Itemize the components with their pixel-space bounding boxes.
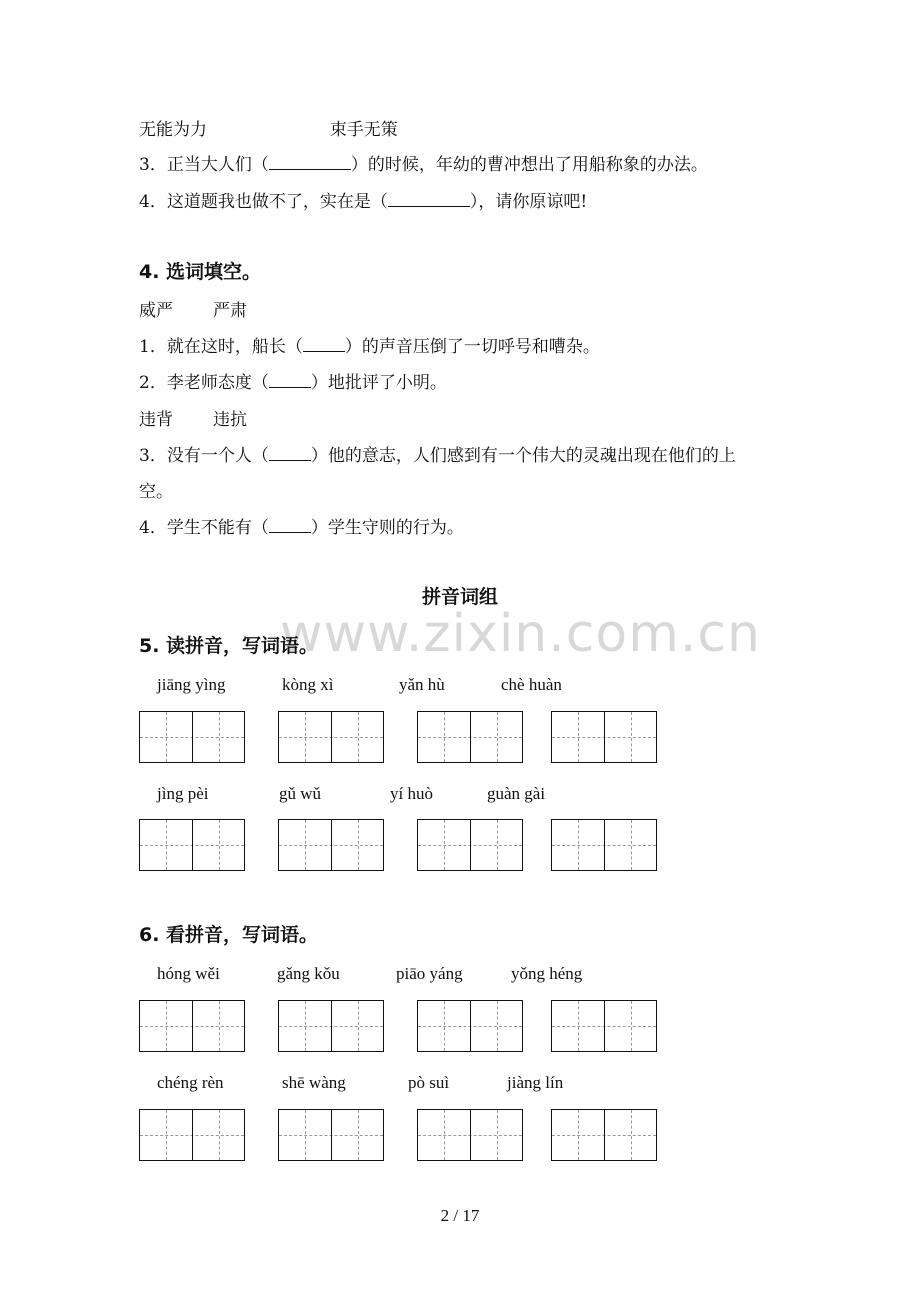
page-number: 2 / 17 [440, 1206, 480, 1225]
pinyin-label: hóng wěi [157, 964, 220, 983]
writing-grid-box[interactable] [417, 1000, 523, 1052]
pinyin-label: chéng rèn [157, 1073, 224, 1092]
writing-grid-box[interactable] [139, 1000, 245, 1052]
pinyin-label: guàn gài [487, 784, 546, 803]
word-options-row: 威严 严肃 [139, 301, 247, 321]
answer-blank[interactable] [269, 517, 311, 533]
answer-blank[interactable] [303, 336, 345, 352]
pinyin-label: yǎn hù [399, 675, 445, 694]
answer-blank[interactable] [269, 154, 351, 170]
writing-grid-box[interactable] [551, 711, 657, 763]
fill-blank-item: 4．学生不能有（ ）学生守则的行为。 [139, 518, 464, 538]
writing-grid-box[interactable] [417, 1109, 523, 1161]
writing-grid-box[interactable] [139, 1109, 245, 1161]
pinyin-label: chè huàn [501, 675, 562, 694]
question-6-title: 6. 看拼音，写词语。 [139, 924, 319, 946]
writing-grid-box[interactable] [551, 1000, 657, 1052]
question-4-title: 4. 选词填空。 [139, 261, 262, 283]
pinyin-label: piāo yáng [396, 964, 463, 983]
writing-grid-box[interactable] [278, 819, 384, 871]
question-5-title: 5. 读拼音，写词语。 [139, 635, 319, 657]
fill-blank-item: 3．没有一个人（ ）他的意志，人们感到有一个伟大的灵魂出现在他们的上 [139, 446, 736, 466]
answer-blank[interactable] [388, 191, 470, 207]
writing-grid-box[interactable] [551, 819, 657, 871]
pinyin-label: yí huò [390, 784, 433, 803]
word-options-row [139, 119, 398, 141]
section-title: 拼音词组 [421, 586, 498, 608]
pinyin-label: jìng pèi [157, 784, 209, 803]
pinyin-label: pò suì [408, 1073, 450, 1092]
writing-grid-box[interactable] [278, 1000, 384, 1052]
writing-grid-box[interactable] [551, 1109, 657, 1161]
answer-blank[interactable] [269, 445, 311, 461]
writing-grid-box[interactable] [278, 1109, 384, 1161]
pinyin-label: shē wàng [282, 1073, 346, 1092]
fill-blank-item: 3．正当大人们（ ）的时候，年幼的曹冲想出了用船称象的办法。 [139, 155, 708, 175]
wrapped-text: 空。 [139, 482, 173, 502]
pinyin-label: jiàng lín [507, 1073, 564, 1092]
writing-grid-box[interactable] [139, 711, 245, 763]
pinyin-label: jiāng yìng [157, 675, 226, 694]
fill-blank-item: 4．这道题我也做不了，实在是（ ），请你原谅吧! [139, 192, 588, 212]
writing-grid-box[interactable] [417, 819, 523, 871]
writing-grid-box[interactable] [417, 711, 523, 763]
writing-grid-box[interactable] [139, 819, 245, 871]
answer-blank[interactable] [269, 372, 311, 388]
pinyin-label: gǎng kǒu [277, 964, 340, 983]
writing-grid-box[interactable] [278, 711, 384, 763]
word-option: 束手无策 [329, 120, 398, 140]
watermark: www.zixin.com.cn [280, 604, 761, 664]
fill-blank-item: 2．李老师态度（ ）地批评了小明。 [139, 373, 447, 393]
fill-blank-item: 1．就在这时，船长（ ）的声音压倒了一切呼号和嘈杂。 [139, 337, 600, 357]
pinyin-label: yǒng héng [511, 964, 583, 983]
pinyin-label: gǔ wǔ [279, 784, 322, 803]
word-options-row: 违背 违抗 [139, 410, 247, 430]
pinyin-label: kòng xì [282, 675, 334, 694]
word-option: 无能为力 [139, 120, 207, 140]
